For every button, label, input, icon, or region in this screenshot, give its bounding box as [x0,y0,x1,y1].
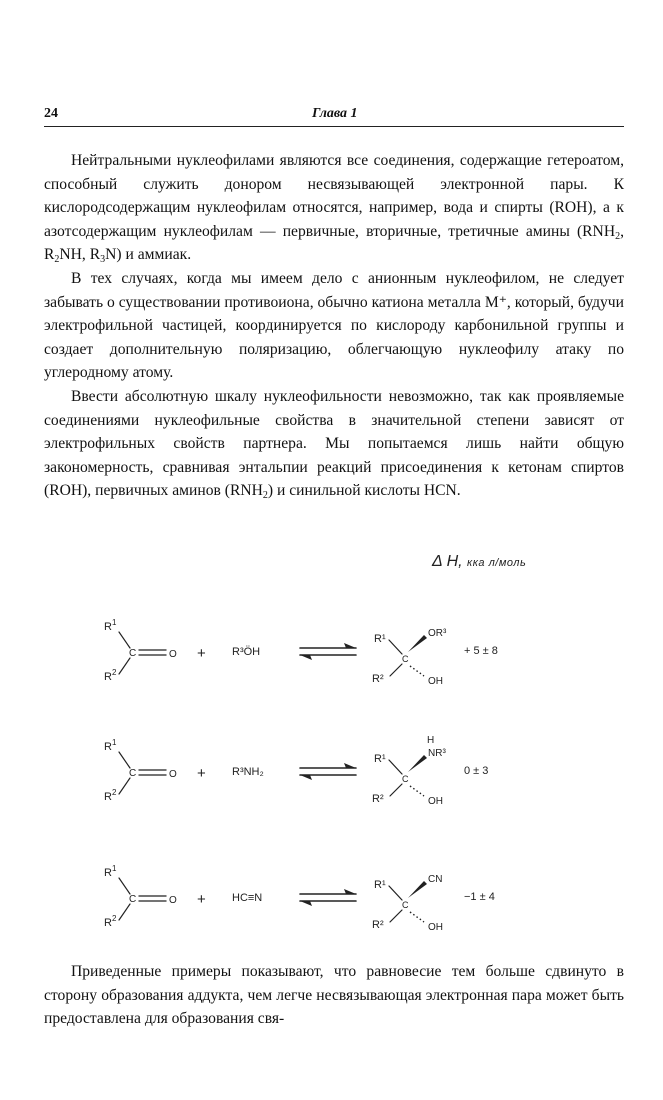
ketone-r2: $R^2$ [104,668,117,683]
product-lower-group: OH [428,676,443,687]
product-r2: R² [372,793,384,805]
paragraph-closing [44,960,624,1031]
text-run: NH, R [59,246,101,264]
reagent: R³NH₂ [232,766,264,778]
bond-line [390,784,402,796]
subscript: 3 [100,254,106,266]
product-lower-group: OH [428,922,443,933]
product-r2: R² [372,919,384,931]
text-run: Ввести абсолютную шкалу нуклеофильности невозможно, так как проявляемые соединениями нуклеофильные свойства в значительной степени зависят от электрофильных свойств партнера. Мы попытаемся лишь найти общую закономерность, сравнивая энтальпии реакций присоединения к кетонам спиртов (ROH), первичных аминов (RNH [44,387,624,500]
reaction-3 [104,864,495,933]
ketone-r1-sup: 1 [111,618,117,627]
hashed-bond [410,786,424,796]
bond-line [389,886,402,900]
paragraph-1 [44,149,624,267]
plus-sign: + [197,765,206,782]
ketone-carbon: C [129,648,137,659]
ketone-r2-sup: 2 [111,668,117,677]
plus-sign: + [197,645,206,662]
enthalpy-value: + 5 ± 8 [464,645,498,657]
enthalpy-value: −1 ± 4 [464,891,495,903]
product-hydrogen: H [427,735,435,746]
product-upper-group: OR³ [428,628,447,639]
wedge-bond [408,635,427,652]
text-run: Приведенные примеры показывают, что равновесие тем больше сдвинуто в сторону образования аддукта, чем легче несвязывающая электронная пара может быть предоставлена для образования свя- [44,963,624,1028]
wedge-bond [408,881,427,898]
text-run: Нейтральными нуклеофилами являются все соединения, содержащие гетероатом, способный служить донором несвязывающей электронной пары. К кислородсодержащим нуклеофилам относятся, например, вода и спирты (ROH), а к азотсодержащим нуклеофилам — первичные, вторичные, третичные амины (RNH [44,152,624,240]
product-r2: R² [372,673,384,685]
reaction-1 [104,618,498,687]
subscript: 2 [262,490,268,502]
bond-line [119,778,130,794]
enthalpy-value: 0 ± 3 [464,765,489,777]
bond-line [119,632,130,648]
hashed-bond [410,666,424,676]
bond-line [390,664,402,676]
ketone-r2-sup: 2 [111,788,117,797]
equilibrium-arrows [300,763,356,780]
ketone-oxygen: O [169,649,177,660]
ketone-r1: $R^1$ [104,738,117,753]
product-upper-group: CN [428,874,443,885]
closing-paragraph [44,960,624,1031]
product-carbon: C [402,774,409,784]
subscript: 2 [615,230,621,242]
ketone-r2: $R^2$ [104,788,117,803]
enthalpy-unit: кка л/моль [467,557,527,569]
ketone-r1: $R^1$ [104,864,117,879]
running-header [44,104,624,126]
chapter-title: Глава 1 [312,106,358,121]
reaction-2 [104,735,488,807]
product-lower-group: OH [428,796,443,807]
product-carbon: C [402,654,409,664]
bond-line [389,760,402,774]
product-carbon: C [402,900,409,910]
equilibrium-arrows [300,643,356,660]
product-r1: R¹ [374,633,386,645]
bond-line [390,910,402,922]
bond-line [119,904,130,920]
bond-line [119,878,130,894]
paragraph-2 [44,267,624,385]
reagent: R³ÖH [232,646,261,658]
bond-line [119,658,130,674]
ketone-r2-sup: 2 [111,914,117,923]
wedge-bond [408,755,427,772]
hashed-bond [410,912,424,922]
ketone-r1-sup: 1 [111,864,117,873]
reaction-scheme [0,560,663,960]
equilibrium-arrows [300,889,356,906]
ketone-carbon: C [129,894,137,905]
text-run: ) и синильной кислоты HCN. [267,482,461,500]
ketone-oxygen: O [169,769,177,780]
ketone-oxygen: O [169,895,177,906]
ketone-carbon: C [129,768,137,779]
page-number: 24 [44,106,58,121]
paragraph-3 [44,385,624,503]
product-r1: R¹ [374,879,386,891]
reagent: HC≡N [232,892,263,904]
ketone-r1: $R^1$ [104,618,117,633]
header-rule [44,126,624,127]
text-run: N) и аммиак. [105,246,192,264]
subscript: 2 [54,254,60,266]
plus-sign: + [197,891,206,908]
ketone-r2: $R^2$ [104,914,117,929]
delta-h-symbol: Δ H, [432,553,463,570]
ketone-r1-sup: 1 [111,738,117,747]
product-r1: R¹ [374,753,386,765]
text-run: В тех случаях, когда мы имеем дело с анионным нуклеофилом, не следует забывать о существовании противоиона, обычно катиона металла M⁺, который, будучи электрофильной частицей, координируется по кислороду карбонильной группы и создает дополнительную поляризацию, облегчающую нуклеофилу атаку по углеродному атому. [44,269,624,382]
body-text [44,149,624,503]
text-run: , R [44,222,624,264]
product-upper-group: NR³ [428,748,446,759]
bond-line [119,752,130,768]
bond-line [389,640,402,654]
